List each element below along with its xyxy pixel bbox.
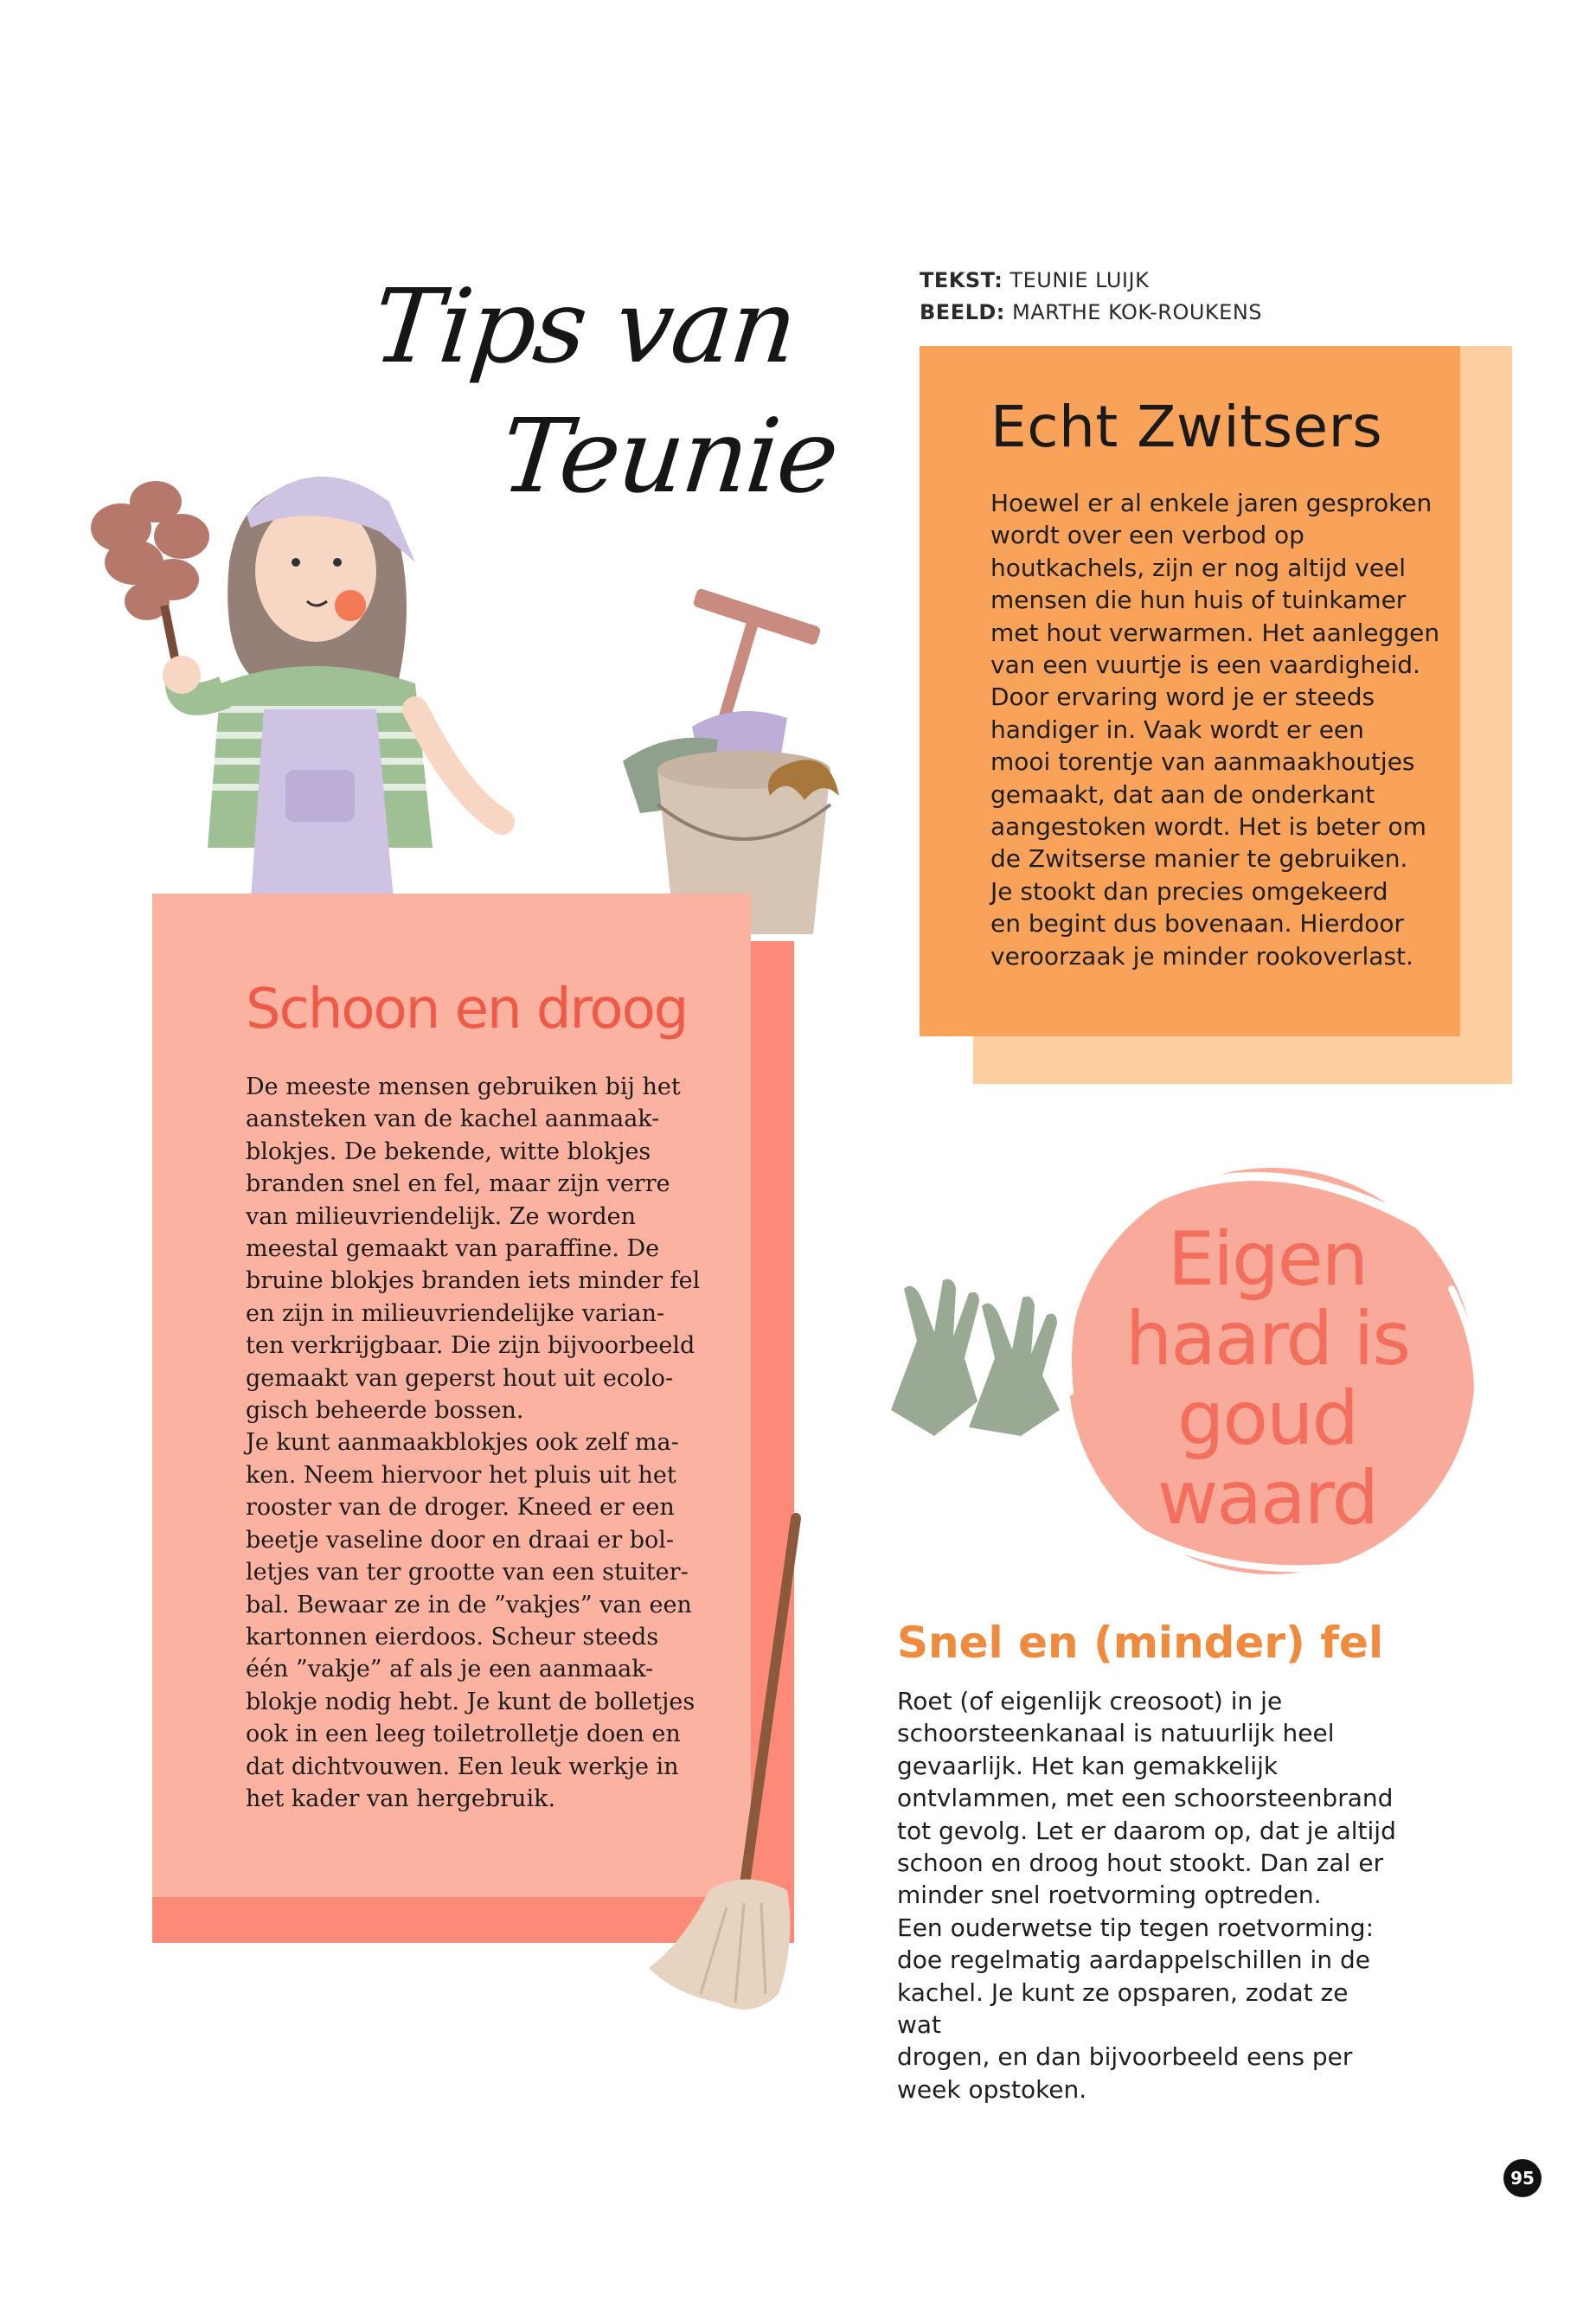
text-line: doe regelmatig aardappelschillen in de	[897, 1945, 1370, 1975]
text-line: ontvlammen, met een schoorsteenbrand	[897, 1784, 1394, 1813]
text-line: wordt over een verbod op	[990, 521, 1304, 550]
text-line: gemaakt, dat aan de onderkant	[990, 779, 1375, 809]
text-line: ten verkrijgbaar. Die zijn bijvoorbeeld	[246, 1332, 695, 1360]
text-line: het kader van hergebruik.	[246, 1785, 556, 1812]
credit-text: TEKST: TEUNIE LUIJK	[920, 268, 1150, 292]
text-line: Hoewel er al enkele jaren gesproken	[990, 489, 1433, 517]
credit-image: BEELD: MARTHE KOK-ROUKENS	[920, 300, 1263, 324]
text-line: letjes van ter grootte van een stuiter-	[246, 1559, 689, 1586]
text-line: ook in een leeg toiletrolletje doen en	[246, 1721, 681, 1748]
woman-cleaning-illustration	[52, 433, 571, 900]
text-line: rooster van de droger. Kneed er een	[246, 1494, 675, 1522]
page-number: 95	[1503, 2159, 1542, 2197]
text-line: schoon en droog hout stookt. Dan zal er	[897, 1849, 1384, 1878]
section-body	[897, 1685, 1399, 2106]
text-line: meestal gemaakt van paraffine. De	[246, 1235, 660, 1263]
orange-box-title: Echt Zwitsers	[990, 394, 1383, 460]
text-line: minder snel roetvorming optreden.	[897, 1881, 1322, 1910]
text-line: Je kunt aanmaakblokjes ook zelf ma-	[246, 1429, 679, 1457]
text-line: Je stookt dan precies omgekeerd	[990, 876, 1388, 906]
text-line: van een vuurtje is een vaardigheid.	[990, 651, 1420, 680]
text-line: bal. Bewaar ze in de ”vakjes” van een	[246, 1591, 692, 1618]
quote-text	[1081, 1216, 1453, 1541]
text-line: bruine blokjes branden iets minder fel	[246, 1267, 701, 1295]
text-line: blokjes. De bekende, witte blokjes	[246, 1138, 651, 1165]
text-line: blokje nodig hebt. Je kunt de bolletjes	[246, 1688, 695, 1715]
text-line: gisch beheerde bossen.	[246, 1397, 524, 1425]
section-heading: Snel en (minder) fel	[897, 1618, 1384, 1668]
pink-box-title: Schoon en droog	[246, 977, 688, 1042]
text-line: drogen, en dan bijvoorbeeld eens per	[897, 2042, 1353, 2072]
text-line: ken. Neem hiervoor het pluis uit het	[246, 1461, 676, 1489]
text-line: aansteken van de kachel aanmaak-	[246, 1106, 660, 1133]
text-line: mensen die hun huis of tuinkamer	[990, 586, 1407, 615]
text-line: één ”vakje” af als je een aanmaak-	[246, 1656, 654, 1683]
text-line: beetje vaseline door en draai er bol-	[246, 1526, 675, 1554]
text-line: Een ouderwetse tip tegen roetvorming:	[897, 1913, 1375, 1942]
text-line: met hout verwarmen. Het aanleggen	[990, 618, 1440, 647]
quote-line: Eigen	[1167, 1216, 1368, 1303]
text-line: schoorsteenkanaal is natuurlijk heel	[897, 1719, 1335, 1748]
text-line: houtkachels, zijn er nog altijd veel	[990, 553, 1407, 582]
text-line: mooi torentje van aanmaakhoutjes	[990, 747, 1415, 777]
text-line: dat dichtvouwen. Een leuk werkje in	[246, 1753, 679, 1780]
text-line: Door ervaring word je er steeds	[990, 683, 1375, 712]
text-line: kachel. Je kunt ze opsparen, zodat ze wat	[897, 1977, 1349, 2040]
text-line: De meeste mensen gebruiken bij het	[246, 1074, 681, 1100]
quote-line: goud waard	[1157, 1375, 1378, 1541]
text-line: branden snel en fel, maar zijn verre	[246, 1170, 670, 1198]
text-line: en zijn in milieuvriendelijke varian-	[246, 1299, 665, 1327]
orange-box-body	[990, 487, 1440, 972]
text-line: gevaarlijk. Het kan gemakkelijk	[897, 1751, 1279, 1780]
text-line: aangestoken wordt. Het is beter om	[990, 812, 1426, 842]
text-line: de Zwitserse manier te gebruiken.	[990, 844, 1408, 874]
text-line: Roet (of eigenlijk creosoot) in je	[897, 1687, 1283, 1715]
page-title-line-1: Tips van	[367, 266, 802, 386]
text-line: tot gevolg. Let er daarom op, dat je altijd	[897, 1816, 1396, 1845]
text-line: kartonnen eierdoos. Scheur steeds	[246, 1623, 659, 1650]
page-title-line-2: Teunie	[495, 396, 843, 516]
quote-line: haard is	[1125, 1296, 1410, 1382]
mop-illustration	[623, 1509, 813, 2029]
text-line: gemaakt van geperst hout uit ecolo-	[246, 1364, 674, 1392]
text-line: en begint dus bovenaan. Hierdoor	[990, 909, 1404, 939]
text-line: week opstoken.	[897, 2074, 1087, 2104]
text-line: van milieuvriendelijk. Ze worden	[246, 1202, 637, 1230]
text-line: veroorzaak je minder rookoverlast.	[990, 941, 1413, 971]
text-line: handiger in. Vaak wordt er een	[990, 715, 1364, 744]
credits	[920, 265, 1262, 329]
